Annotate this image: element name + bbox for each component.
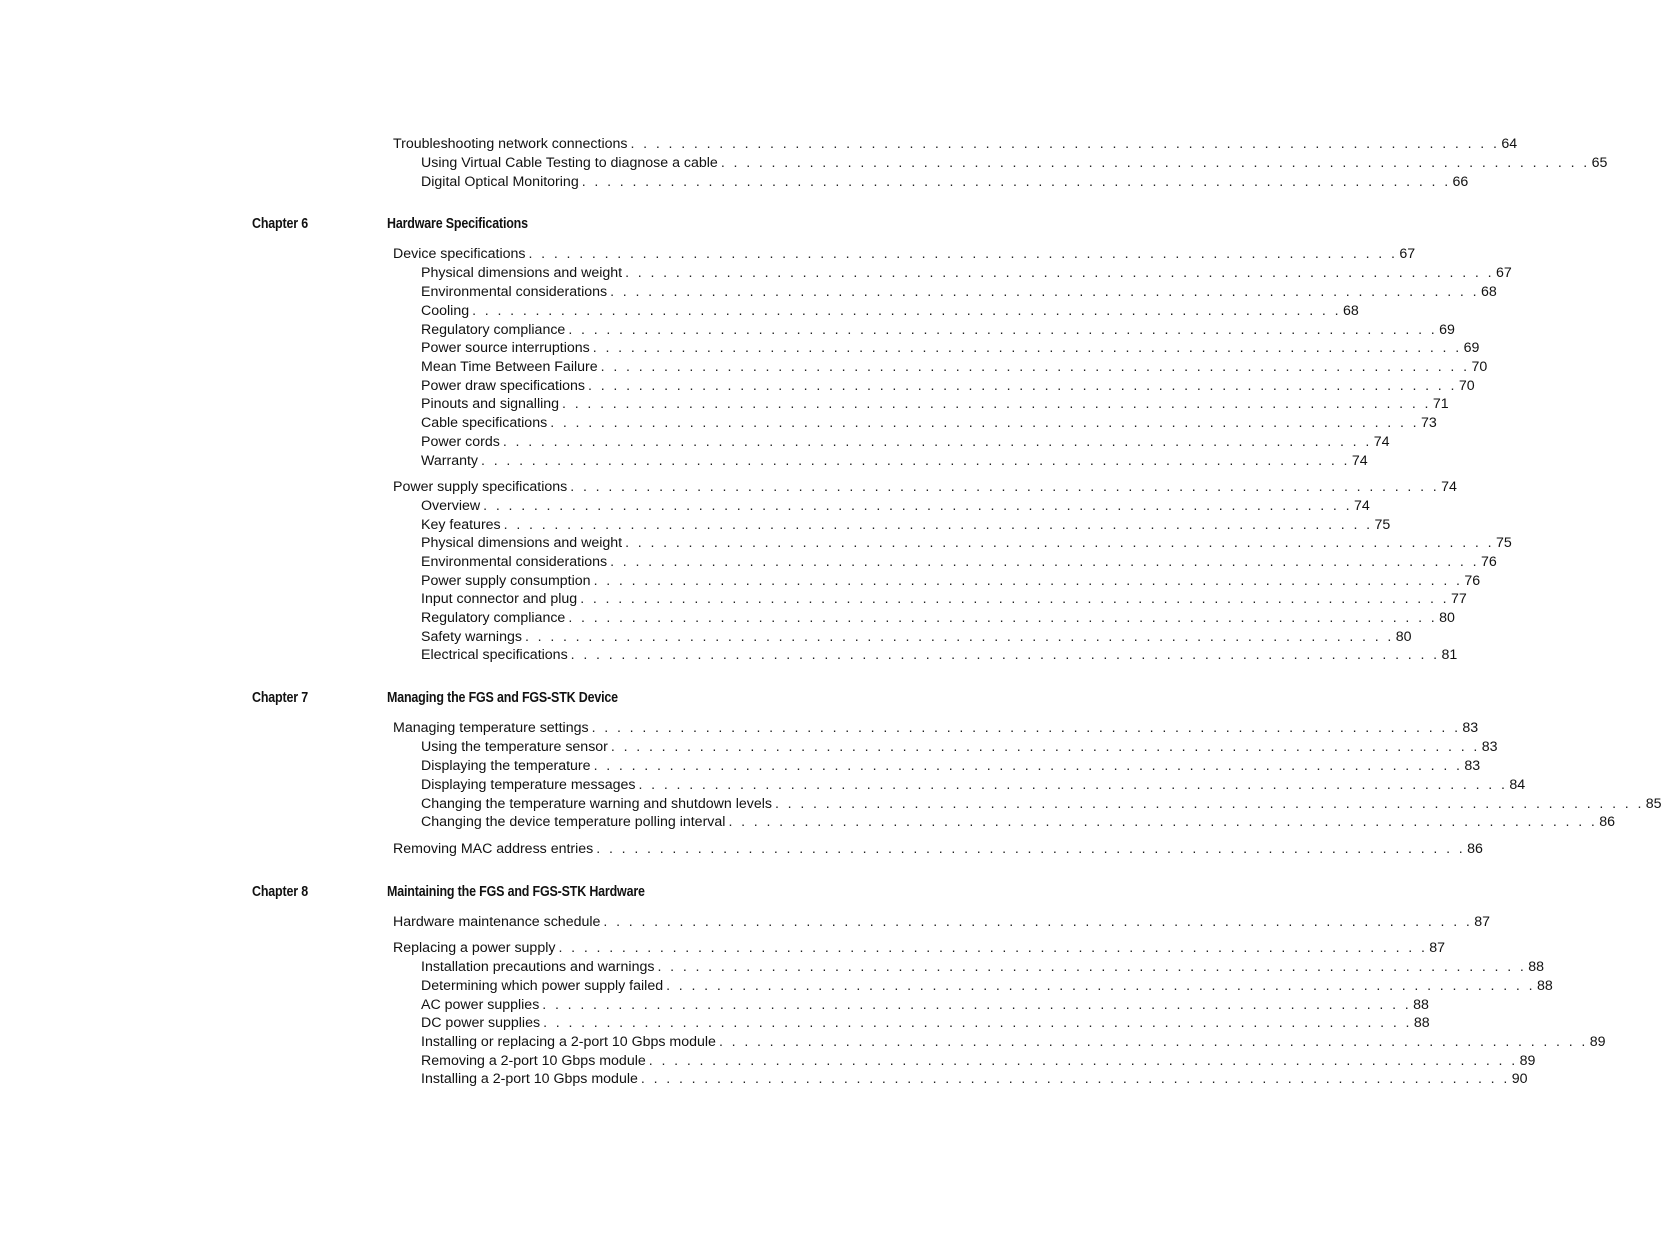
toc-entry-title: Safety warnings	[421, 628, 525, 646]
toc-entry-title: Power supply consumption	[421, 572, 594, 590]
toc-subsection-entry[interactable]	[421, 321, 1455, 339]
dot-leader: . . . . . . . . . . . . . . . . . . . . . . . . . . . . . . . . . . . . . . . . . . . . . . . . . . . . . . . . . . . . . . . . . . . . .	[568, 610, 1438, 626]
toc-entry-title: Device specifications	[393, 245, 528, 263]
toc-subsection-entry[interactable]	[421, 395, 1449, 413]
dot-leader: . . . . . . . . . . . . . . . . . . . . . . . . . . . . . . . . . . . . . . . . . . . . . . . . . . . . . . . . . . . . . . . . . . . . .	[774, 796, 1644, 812]
toc-entry-title: Using the temperature sensor	[421, 738, 611, 756]
toc-entry-title: Mean Time Between Failure	[421, 358, 601, 376]
dot-leader: . . . . . . . . . . . . . . . . . . . . . . . . . . . . . . . . . . . . . . . . . . . . . . . . . . . . . . . . . . . . . . . . . . . . .	[528, 246, 1398, 262]
toc-subsection-entry[interactable]	[421, 1014, 1430, 1032]
dot-leader: . . . . . . . . . . . . . . . . . . . . . . . . . . . . . . . . . . . . . . . . . . . . . . . . . . . . . . . . . . . . . . . . . . . . .	[592, 340, 1462, 356]
toc-subsection-entry[interactable]	[421, 572, 1481, 590]
toc-entry-title: Changing the temperature warning and shutdown levels	[421, 795, 775, 813]
dot-leader: . . . . . . . . . . . . . . . . . . . . . . . . . . . . . . . . . . . . . . . . . . . . . . . . . . . . . . . . . . . . . . . . . . . . .	[648, 1053, 1518, 1069]
toc-subsection-entry[interactable]	[421, 609, 1455, 627]
toc-subsection-entry[interactable]	[421, 283, 1497, 301]
dot-leader: . . . . . . . . . . . . . . . . . . . . . . . . . . . . . . . . . . . . . . . . . . . . . . . . . . . . . . . . . . . . . . . . . . . . .	[603, 914, 1473, 930]
dot-leader: . . . . . . . . . . . . . . . . . . . . . . . . . . . . . . . . . . . . . . . . . . . . . . . . . . . . . . . . . . . . . . . . . . . . .	[543, 1015, 1412, 1031]
toc-entry-title: Power source interruptions	[421, 339, 593, 357]
toc-subsection-entry[interactable]	[421, 452, 1368, 470]
toc-entry-title: Installing a 2-port 10 Gbps module	[421, 1070, 641, 1088]
toc-entry-title: Cable specifications	[421, 414, 550, 432]
toc-subsection-entry[interactable]	[421, 553, 1497, 571]
toc-entry-title: Using Virtual Cable Testing to diagnose a cable	[421, 154, 721, 172]
toc-entry-title: Hardware maintenance schedule	[393, 913, 603, 931]
toc-section-entry[interactable]	[393, 840, 1483, 858]
dot-leader: . . . . . . . . . . . . . . . . . . . . . . . . . . . . . . . . . . . . . . . . . . . . . . . . . . . . . . . . . . . . . . . . . . . . .	[666, 978, 1535, 994]
toc-entry-title: AC power supplies	[421, 996, 542, 1014]
toc-subsection-entry[interactable]	[421, 738, 1498, 756]
dot-leader: . . . . . . . . . . . . . . . . . . . . . . . . . . . . . . . . . . . . . . . . . . . . . . . . . . . . . . . . . . . . . . . . . . . . .	[503, 517, 1373, 533]
chapter-title[interactable]: Maintaining the FGS and FGS-STK Hardware	[387, 884, 645, 900]
toc-subsection-entry[interactable]	[421, 497, 1370, 515]
toc-page-number: 66	[1452, 174, 1469, 190]
toc-section-entry[interactable]	[393, 913, 1491, 931]
chapter-label: Chapter 8	[252, 884, 308, 900]
dot-leader: . . . . . . . . . . . . . . . . . . . . . . . . . . . . . . . . . . . . . . . . . . . . . . . . . . . . . . . . . . . . . . . . . . . . .	[591, 720, 1461, 736]
dot-leader: . . . . . . . . . . . . . . . . . . . . . . . . . . . . . . . . . . . . . . . . . . . . . . . . . . . . . . . . . . . . . . . . . . . . .	[568, 322, 1438, 338]
toc-page-number: 85	[1645, 796, 1662, 812]
toc-page-number: 73	[1421, 415, 1437, 431]
toc-page-number: 69	[1463, 340, 1480, 356]
toc-entry-title: Managing temperature settings	[393, 719, 592, 737]
toc-subsection-entry[interactable]	[421, 433, 1390, 451]
dot-leader: . . . . . . . . . . . . . . . . . . . . . . . . . . . . . . . . . . . . . . . . . . . . . . . . . . . . . . . . . . . . . . . . . . . . .	[550, 415, 1420, 431]
toc-subsection-entry[interactable]	[421, 996, 1429, 1014]
dot-leader: . . . . . . . . . . . . . . . . . . . . . . . . . . . . . . . . . . . . . . . . . . . . . . . . . . . . . . . . . . . . . . . . . . . . .	[570, 479, 1440, 495]
toc-entry-title: Input connector and plug	[421, 590, 580, 608]
toc-subsection-entry[interactable]	[421, 264, 1512, 282]
toc-entry-title: Cooling	[421, 302, 472, 320]
toc-entry-title: Pinouts and signalling	[421, 395, 562, 413]
toc-section-entry[interactable]	[393, 135, 1518, 153]
toc-page-number: 74	[1373, 434, 1390, 450]
dot-leader: . . . . . . . . . . . . . . . . . . . . . . . . . . . . . . . . . . . . . . . . . . . . . . . . . . . . . . . . . . . . . . . . . . . . .	[581, 174, 1451, 190]
dot-leader: . . . . . . . . . . . . . . . . . . . . . . . . . . . . . . . . . . . . . . . . . . . . . . . . . . . . . . . . . . . . . . . . . . . . .	[542, 997, 1412, 1013]
toc-page-number: 65	[1591, 155, 1608, 171]
dot-leader: . . . . . . . . . . . . . . . . . . . . . . . . . . . . . . . . . . . . . . . . . . . . . . . . . . . . . . . . . . . . . . . . . . . . .	[580, 591, 1450, 607]
toc-entry-title: Regulatory compliance	[421, 609, 568, 627]
toc-subsection-entry[interactable]	[421, 302, 1359, 320]
toc-page-number: 75	[1495, 535, 1512, 551]
chapter-label: Chapter 6	[252, 216, 308, 232]
dot-leader: . . . . . . . . . . . . . . . . . . . . . . . . . . . . . . . . . . . . . . . . . . . . . . . . . . . . . . . . . . . . . . . . . . . . .	[588, 378, 1457, 394]
toc-page-number: 74	[1351, 453, 1368, 469]
toc-page-number: 70	[1458, 378, 1475, 394]
toc-entry-title: Key features	[421, 516, 504, 534]
toc-section-entry[interactable]	[393, 478, 1457, 496]
toc-entry-title: Removing MAC address entries	[393, 840, 596, 858]
toc-page-number: 67	[1495, 265, 1512, 281]
toc-page-number: 83	[1481, 739, 1498, 755]
toc-page-number: 75	[1374, 517, 1391, 533]
toc-entry-title: Environmental considerations	[421, 283, 610, 301]
toc-entry-title: Environmental considerations	[421, 553, 610, 571]
toc-page-number: 80	[1439, 610, 1455, 626]
toc-page-number: 88	[1413, 997, 1429, 1013]
toc-subsection-entry[interactable]	[421, 377, 1475, 395]
toc-page-number: 81	[1441, 647, 1458, 663]
dot-leader: . . . . . . . . . . . . . . . . . . . . . . . . . . . . . . . . . . . . . . . . . . . . . . . . . . . . . . . . . . . . . . . . . . . . .	[630, 136, 1500, 152]
toc-page-number: 87	[1474, 914, 1491, 930]
toc-entry-title: Changing the device temperature polling interval	[421, 813, 728, 831]
dot-leader: . . . . . . . . . . . . . . . . . . . . . . . . . . . . . . . . . . . . . . . . . . . . . . . . . . . . . . . . . . . . . . . . . . . . .	[600, 359, 1470, 375]
toc-subsection-entry[interactable]	[421, 958, 1545, 976]
toc-subsection-entry[interactable]	[421, 813, 1616, 831]
toc-subsection-entry[interactable]	[421, 1033, 1606, 1051]
dot-leader: . . . . . . . . . . . . . . . . . . . . . . . . . . . . . . . . . . . . . . . . . . . . . . . . . . . . . . . . . . . . . . . . . . . . .	[728, 814, 1598, 830]
toc-subsection-entry[interactable]	[421, 358, 1488, 376]
toc-entry-title: Physical dimensions and weight	[421, 264, 625, 282]
toc-entry-title: Physical dimensions and weight	[421, 534, 625, 552]
toc-entry-title: Regulatory compliance	[421, 321, 568, 339]
toc-page-number: 76	[1464, 573, 1481, 589]
toc-entry-title: Installation precautions and warnings	[421, 958, 657, 976]
dot-leader: . . . . . . . . . . . . . . . . . . . . . . . . . . . . . . . . . . . . . . . . . . . . . . . . . . . . . . . . . . . . . . . . . . . . .	[596, 841, 1466, 857]
toc-page-number: 74	[1353, 498, 1370, 514]
dot-leader: . . . . . . . . . . . . . . . . . . . . . . . . . . . . . . . . . . . . . . . . . . . . . . . . . . . . . . . . . . . . . . . . . . . . .	[640, 1071, 1510, 1087]
toc-entry-title: Determining which power supply failed	[421, 977, 666, 995]
dot-leader: . . . . . . . . . . . . . . . . . . . . . . . . . . . . . . . . . . . . . . . . . . . . . . . . . . . . . . . . . . . . . . . . . . . . .	[593, 573, 1463, 589]
dot-leader: . . . . . . . . . . . . . . . . . . . . . . . . . . . . . . . . . . . . . . . . . . . . . . . . . . . . . . . . . . . . . . . . . . . . .	[483, 498, 1352, 514]
toc-page-number: 87	[1429, 940, 1446, 956]
toc-subsection-entry[interactable]	[421, 1070, 1528, 1088]
toc-subsection-entry[interactable]	[421, 534, 1512, 552]
chapter-title[interactable]: Hardware Specifications	[387, 216, 528, 232]
toc-page-number: 88	[1536, 978, 1553, 994]
dot-leader: . . . . . . . . . . . . . . . . . . . . . . . . . . . . . . . . . . . . . . . . . . . . . . . . . . . . . . . . . . . . . . . . . . . . .	[558, 940, 1428, 956]
toc-page-number: 86	[1467, 841, 1483, 857]
toc-subsection-entry[interactable]	[421, 516, 1391, 534]
toc-page-number: 68	[1480, 284, 1497, 300]
toc-section-entry[interactable]	[393, 245, 1416, 263]
dot-leader: . . . . . . . . . . . . . . . . . . . . . . . . . . . . . . . . . . . . . . . . . . . . . . . . . . . . . . . . . . . . . . . . . . . . .	[625, 265, 1494, 281]
toc-page-number: 89	[1519, 1053, 1536, 1069]
toc-entry-title: DC power supplies	[421, 1014, 543, 1032]
toc-entry-title: Power supply specifications	[393, 478, 570, 496]
toc-entry-title: Installing or replacing a 2-port 10 Gbps module	[421, 1033, 719, 1051]
dot-leader: . . . . . . . . . . . . . . . . . . . . . . . . . . . . . . . . . . . . . . . . . . . . . . . . . . . . . . . . . . . . . . . . . . . . .	[718, 1034, 1588, 1050]
toc-entry-title: Displaying the temperature	[421, 757, 594, 775]
dot-leader: . . . . . . . . . . . . . . . . . . . . . . . . . . . . . . . . . . . . . . . . . . . . . . . . . . . . . . . . . . . . . . . . . . . . .	[657, 959, 1527, 975]
toc-entry-title: Removing a 2-port 10 Gbps module	[421, 1052, 649, 1070]
toc-subsection-entry[interactable]	[421, 1052, 1536, 1070]
toc-page-number: 83	[1462, 720, 1479, 736]
toc-section-entry[interactable]	[393, 939, 1446, 957]
toc-entry-title: Warranty	[421, 452, 481, 470]
toc-page-number: 84	[1509, 777, 1526, 793]
toc-entry-title: Power draw specifications	[421, 377, 588, 395]
toc-section-entry[interactable]	[393, 719, 1479, 737]
dot-leader: . . . . . . . . . . . . . . . . . . . . . . . . . . . . . . . . . . . . . . . . . . . . . . . . . . . . . . . . . . . . . . . . . . . . .	[502, 434, 1372, 450]
toc-page-number: 64	[1501, 136, 1518, 152]
chapter-label: Chapter 7	[252, 690, 308, 706]
toc-subsection-entry[interactable]	[421, 977, 1553, 995]
dot-leader: . . . . . . . . . . . . . . . . . . . . . . . . . . . . . . . . . . . . . . . . . . . . . . . . . . . . . . . . . . . . . . . . . . . . .	[472, 303, 1341, 319]
dot-leader: . . . . . . . . . . . . . . . . . . . . . . . . . . . . . . . . . . . . . . . . . . . . . . . . . . . . . . . . . . . . . . . . . . . . .	[720, 155, 1590, 171]
toc-page-number: 76	[1480, 554, 1497, 570]
toc-page-number: 70	[1471, 359, 1488, 375]
toc-page-number: 90	[1511, 1071, 1528, 1087]
toc-subsection-entry[interactable]	[421, 757, 1481, 775]
dot-leader: . . . . . . . . . . . . . . . . . . . . . . . . . . . . . . . . . . . . . . . . . . . . . . . . . . . . . . . . . . . . . . . . . . . . .	[610, 554, 1479, 570]
toc-page-number: 80	[1395, 629, 1412, 645]
toc-page-number: 89	[1589, 1034, 1606, 1050]
toc-subsection-entry[interactable]	[421, 173, 1469, 191]
dot-leader: . . . . . . . . . . . . . . . . . . . . . . . . . . . . . . . . . . . . . . . . . . . . . . . . . . . . . . . . . . . . . . . . . . . . .	[562, 396, 1431, 412]
toc-page-number: 67	[1399, 246, 1416, 262]
dot-leader: . . . . . . . . . . . . . . . . . . . . . . . . . . . . . . . . . . . . . . . . . . . . . . . . . . . . . . . . . . . . . . . . . . . . .	[481, 453, 1350, 469]
toc-subsection-entry[interactable]	[421, 795, 1662, 813]
toc-subsection-entry[interactable]	[421, 628, 1412, 646]
toc-page-number: 71	[1432, 396, 1449, 412]
toc-page-number: 86	[1599, 814, 1616, 830]
toc-page-number: 88	[1413, 1015, 1430, 1031]
dot-leader: . . . . . . . . . . . . . . . . . . . . . . . . . . . . . . . . . . . . . . . . . . . . . . . . . . . . . . . . . . . . . . . . . . . . .	[610, 739, 1480, 755]
toc-entry-title: Digital Optical Monitoring	[421, 173, 582, 191]
dot-leader: . . . . . . . . . . . . . . . . . . . . . . . . . . . . . . . . . . . . . . . . . . . . . . . . . . . . . . . . . . . . . . . . . . . . .	[570, 647, 1440, 663]
toc-entry-title: Displaying temperature messages	[421, 776, 639, 794]
toc-page-number: 69	[1439, 322, 1455, 338]
dot-leader: . . . . . . . . . . . . . . . . . . . . . . . . . . . . . . . . . . . . . . . . . . . . . . . . . . . . . . . . . . . . . . . . . . . . .	[524, 629, 1394, 645]
toc-subsection-entry[interactable]	[421, 414, 1437, 432]
toc-entry-title: Replacing a power supply	[393, 939, 558, 957]
chapter-title[interactable]: Managing the FGS and FGS-STK Device	[387, 690, 618, 706]
toc-subsection-entry[interactable]	[421, 339, 1480, 357]
dot-leader: . . . . . . . . . . . . . . . . . . . . . . . . . . . . . . . . . . . . . . . . . . . . . . . . . . . . . . . . . . . . . . . . . . . . .	[638, 777, 1508, 793]
toc-page-number: 77	[1451, 591, 1467, 607]
toc-page-number: 74	[1441, 479, 1457, 495]
dot-leader: . . . . . . . . . . . . . . . . . . . . . . . . . . . . . . . . . . . . . . . . . . . . . . . . . . . . . . . . . . . . . . . . . . . . .	[625, 535, 1494, 551]
toc-subsection-entry[interactable]	[421, 776, 1526, 794]
toc-subsection-entry[interactable]	[421, 590, 1467, 608]
toc-page-number: 68	[1342, 303, 1359, 319]
toc-entry-title: Electrical specifications	[421, 646, 571, 664]
toc-page-number: 83	[1464, 758, 1481, 774]
toc-entry-title: Power cords	[421, 433, 503, 451]
dot-leader: . . . . . . . . . . . . . . . . . . . . . . . . . . . . . . . . . . . . . . . . . . . . . . . . . . . . . . . . . . . . . . . . . . . . .	[593, 758, 1463, 774]
toc-subsection-entry[interactable]	[421, 646, 1458, 664]
toc-entry-title: Overview	[421, 497, 483, 515]
toc-page-number: 88	[1528, 959, 1545, 975]
toc-subsection-entry[interactable]	[421, 154, 1608, 172]
toc-entry-title: Troubleshooting network connections	[393, 135, 631, 153]
dot-leader: . . . . . . . . . . . . . . . . . . . . . . . . . . . . . . . . . . . . . . . . . . . . . . . . . . . . . . . . . . . . . . . . . . . . .	[610, 284, 1479, 300]
